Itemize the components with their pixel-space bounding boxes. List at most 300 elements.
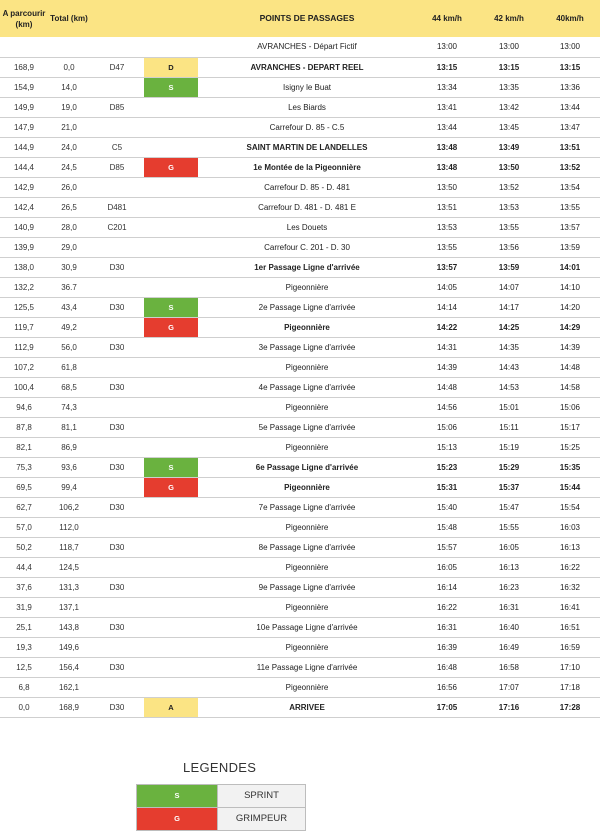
passage-point-cell: 8e Passage Ligne d'arrivée xyxy=(258,542,356,552)
time-42-cell: 13:53 xyxy=(498,202,520,212)
table-row xyxy=(0,157,600,177)
passage-point-cell: Les Douets xyxy=(286,222,328,232)
time-44-cell: 15:13 xyxy=(436,442,458,452)
table-row xyxy=(0,577,600,597)
header-remaining-km: A parcourir (km) xyxy=(2,8,46,29)
type-badge: G xyxy=(144,158,198,177)
remaining-km-cell: 142,4 xyxy=(13,202,35,212)
remaining-km-cell: 69,5 xyxy=(16,482,32,492)
type-badge: G xyxy=(144,318,198,337)
remaining-km-cell: 144,9 xyxy=(13,142,35,152)
passage-point-cell: 7e Passage Ligne d'arrivée xyxy=(258,502,356,512)
type-badge-cell xyxy=(144,617,198,637)
type-badge-cell xyxy=(144,37,198,57)
road-cell: D30 xyxy=(109,542,125,552)
remaining-km-cell: 25,1 xyxy=(16,622,32,632)
time-40-cell: 13:54 xyxy=(559,182,581,192)
time-40-cell: 15:54 xyxy=(559,502,581,512)
time-44-cell: 15:57 xyxy=(436,542,458,552)
time-40-cell: 15:25 xyxy=(559,442,581,452)
road-cell xyxy=(90,397,144,417)
table-row xyxy=(0,197,600,217)
table-row xyxy=(0,297,600,317)
type-badge-cell xyxy=(144,77,198,97)
type-badge-cell xyxy=(144,357,198,377)
type-badge-cell xyxy=(144,197,198,217)
time-42-cell: 16:13 xyxy=(498,562,520,572)
time-42-cell: 14:53 xyxy=(498,382,520,392)
remaining-km-cell: 12,5 xyxy=(16,662,32,672)
table-row xyxy=(0,57,600,77)
time-42-cell: 13:00 xyxy=(498,42,520,52)
table-row xyxy=(0,77,600,97)
passage-point-cell: Pigeonnière xyxy=(285,402,329,412)
road-cell: D30 xyxy=(109,342,125,352)
road-cell xyxy=(90,477,144,497)
remaining-km-cell: 87,8 xyxy=(16,422,32,432)
table-row xyxy=(0,97,600,117)
type-badge-cell xyxy=(144,677,198,697)
time-40-cell: 13:44 xyxy=(559,102,581,112)
table-row xyxy=(0,497,600,517)
total-km-cell: 149,6 xyxy=(58,642,80,652)
type-badge-cell xyxy=(144,497,198,517)
total-km-cell xyxy=(48,37,90,57)
total-km-cell: 74,3 xyxy=(61,402,77,412)
passage-point-cell: 11e Passage Ligne d'arrivée xyxy=(256,662,358,672)
table-header-row xyxy=(0,0,600,37)
total-km-cell: 21,0 xyxy=(61,122,77,132)
time-44-cell: 17:05 xyxy=(436,702,458,712)
type-badge-cell xyxy=(144,137,198,157)
road-cell: D30 xyxy=(109,622,125,632)
total-km-cell: 26,5 xyxy=(61,202,77,212)
road-cell xyxy=(90,677,144,697)
table-row xyxy=(0,597,600,617)
time-40-cell: 14:39 xyxy=(559,342,581,352)
passage-point-cell: Pigeonnière xyxy=(285,362,329,372)
road-cell: D30 xyxy=(109,382,125,392)
type-badge: S xyxy=(144,78,198,97)
time-42-cell: 16:58 xyxy=(498,662,520,672)
time-44-cell: 16:56 xyxy=(436,682,458,692)
passage-point-cell: 6e Passage Ligne d'arrivée xyxy=(255,462,359,472)
type-badge-cell xyxy=(144,57,198,77)
time-42-cell: 16:49 xyxy=(498,642,520,652)
total-km-cell: 30,9 xyxy=(61,262,77,272)
time-42-cell: 13:35 xyxy=(498,82,520,92)
total-km-cell: 124,5 xyxy=(58,562,80,572)
time-42-cell: 14:17 xyxy=(498,302,520,312)
road-cell xyxy=(90,237,144,257)
time-40-cell: 14:10 xyxy=(559,282,581,292)
road-cell xyxy=(90,437,144,457)
remaining-km-cell: 112,9 xyxy=(14,342,34,352)
time-42-cell: 16:31 xyxy=(498,602,520,612)
legend-title: LEGENDES xyxy=(183,760,257,775)
type-badge-cell xyxy=(144,237,198,257)
passage-point-cell: Pigeonnière xyxy=(284,322,330,332)
route-table-body xyxy=(0,37,600,717)
type-badge-cell xyxy=(144,517,198,537)
remaining-km-cell: 19,3 xyxy=(16,642,32,652)
time-42-cell: 16:23 xyxy=(498,582,520,592)
time-40-cell: 15:44 xyxy=(559,482,581,492)
time-42-cell: 14:25 xyxy=(498,322,520,332)
header-road xyxy=(90,0,144,37)
table-row xyxy=(0,517,600,537)
time-42-cell: 15:37 xyxy=(498,482,520,492)
remaining-km-cell: 44,4 xyxy=(16,562,32,572)
total-km-cell: 56,0 xyxy=(61,342,77,352)
remaining-km-cell: 119,7 xyxy=(14,322,34,332)
time-40-cell: 17:10 xyxy=(559,662,581,672)
road-cell xyxy=(90,317,144,337)
time-42-cell: 15:19 xyxy=(498,442,520,452)
total-km-cell: 81,1 xyxy=(61,422,77,432)
type-badge: A xyxy=(144,698,198,717)
road-cell: D47 xyxy=(109,62,125,72)
time-40-cell: 13:51 xyxy=(559,142,581,152)
time-40-cell: 13:36 xyxy=(559,82,581,92)
time-44-cell: 14:48 xyxy=(436,382,458,392)
road-cell xyxy=(90,77,144,97)
total-km-cell: 68,5 xyxy=(61,382,77,392)
type-badge-cell xyxy=(144,437,198,457)
passage-point-cell: Pigeonnière xyxy=(285,682,329,692)
passage-point-cell: Les Biards xyxy=(288,102,326,112)
type-badge-cell xyxy=(144,257,198,277)
type-badge-cell xyxy=(144,557,198,577)
legend-row-climber xyxy=(137,808,305,830)
time-44-cell: 13:48 xyxy=(436,162,458,172)
time-40-cell: 14:20 xyxy=(559,302,581,312)
total-km-cell: 0,0 xyxy=(63,62,75,72)
table-row xyxy=(0,337,600,357)
passage-point-cell: Pigeonnière xyxy=(285,562,329,572)
passage-point-cell: SAINT MARTIN DE LANDELLES xyxy=(246,142,368,152)
remaining-km-cell: 142,9 xyxy=(13,182,35,192)
road-cell: D30 xyxy=(109,502,125,512)
passage-point-cell: Pigeonnière xyxy=(285,522,329,532)
time-44-cell: 16:14 xyxy=(436,582,458,592)
time-40-cell: 13:57 xyxy=(559,222,581,232)
type-badge: G xyxy=(144,478,198,497)
total-km-cell: 156,4 xyxy=(58,662,80,672)
road-cell: D85 xyxy=(109,162,125,172)
time-42-cell: 13:52 xyxy=(498,182,520,192)
time-44-cell: 13:41 xyxy=(436,102,458,112)
total-km-cell: 24,5 xyxy=(61,162,77,172)
total-km-cell: 137,1 xyxy=(58,602,80,612)
passage-point-cell: Pigeonnière xyxy=(285,642,329,652)
table-row xyxy=(0,377,600,397)
passage-point-cell: 10e Passage Ligne d'arrivée xyxy=(256,622,358,632)
road-cell xyxy=(90,177,144,197)
total-km-cell: 49,2 xyxy=(61,322,77,332)
table-row xyxy=(0,357,600,377)
total-km-cell: 26,0 xyxy=(61,182,77,192)
time-42-cell: 16:40 xyxy=(498,622,520,632)
time-44-cell: 13:44 xyxy=(436,122,458,132)
passage-point-cell: Pigeonnière xyxy=(284,482,330,492)
time-44-cell: 13:00 xyxy=(436,42,458,52)
table-row xyxy=(0,177,600,197)
time-42-cell: 17:07 xyxy=(498,682,520,692)
passage-point-cell: Isigny le Buat xyxy=(282,82,332,92)
total-km-cell: 118,7 xyxy=(59,542,79,552)
remaining-km-cell: 149,9 xyxy=(13,102,35,112)
remaining-km-cell: 144,4 xyxy=(13,162,35,172)
passage-point-cell: 5e Passage Ligne d'arrivée xyxy=(258,422,356,432)
time-40-cell: 14:48 xyxy=(559,362,581,372)
time-40-cell: 16:59 xyxy=(559,642,581,652)
type-badge-cell xyxy=(144,417,198,437)
time-42-cell: 15:29 xyxy=(498,462,520,472)
road-cell xyxy=(90,357,144,377)
time-42-cell: 17:16 xyxy=(498,702,520,712)
total-km-cell: 143,8 xyxy=(58,622,80,632)
total-km-cell: 61,8 xyxy=(61,362,77,372)
road-cell: D30 xyxy=(109,462,125,472)
type-badge-cell xyxy=(144,697,198,717)
time-40-cell: 17:28 xyxy=(559,702,581,712)
type-badge-cell xyxy=(144,637,198,657)
passage-point-cell: Pigeonnière xyxy=(285,442,329,452)
time-44-cell: 16:39 xyxy=(436,642,458,652)
table-row xyxy=(0,637,600,657)
header-total-km: Total (km) xyxy=(50,14,88,23)
table-row xyxy=(0,257,600,277)
header-speed-42: 42 km/h xyxy=(494,14,524,23)
table-row xyxy=(0,457,600,477)
type-badge: S xyxy=(144,298,198,317)
time-44-cell: 14:56 xyxy=(436,402,458,412)
time-40-cell: 16:32 xyxy=(559,582,581,592)
legend-sprint-swatch: S xyxy=(137,785,218,807)
road-cell xyxy=(90,597,144,617)
time-44-cell: 13:53 xyxy=(436,222,458,232)
time-40-cell: 16:51 xyxy=(559,622,581,632)
type-badge-cell xyxy=(144,657,198,677)
passage-point-cell: 2e Passage Ligne d'arrivée xyxy=(258,302,356,312)
time-42-cell: 16:05 xyxy=(498,542,520,552)
total-km-cell: 19,0 xyxy=(61,102,77,112)
time-40-cell: 16:41 xyxy=(559,602,581,612)
passage-point-cell: AVRANCHES - Départ Fictif xyxy=(257,42,357,52)
time-40-cell: 13:15 xyxy=(559,62,581,72)
road-cell xyxy=(90,557,144,577)
time-40-cell: 13:00 xyxy=(559,42,581,52)
total-km-cell: 99,4 xyxy=(61,482,77,492)
table-row xyxy=(0,677,600,697)
time-42-cell: 13:56 xyxy=(498,242,520,252)
remaining-km-cell: 94,6 xyxy=(16,402,32,412)
time-44-cell: 15:40 xyxy=(436,502,458,512)
legend-climber-swatch: G xyxy=(137,808,218,830)
passage-point-cell: Carrefour D. 85 - C.5 xyxy=(269,122,345,132)
total-km-cell: 86,9 xyxy=(61,442,77,452)
time-40-cell: 15:17 xyxy=(559,422,581,432)
road-cell xyxy=(90,117,144,137)
header-type xyxy=(144,0,198,37)
time-42-cell: 13:59 xyxy=(498,262,520,272)
type-badge-cell xyxy=(144,597,198,617)
remaining-km-cell: 140,9 xyxy=(13,222,35,232)
total-km-cell: 14,0 xyxy=(61,82,77,92)
road-cell: D30 xyxy=(109,422,125,432)
table-row xyxy=(0,117,600,137)
total-km-cell: 168,9 xyxy=(58,702,80,712)
type-badge-cell xyxy=(144,537,198,557)
passage-point-cell: 1e Montée de la Pigeonnière xyxy=(253,162,361,172)
time-40-cell: 15:35 xyxy=(559,462,581,472)
type-badge: S xyxy=(144,458,198,477)
road-cell: D30 xyxy=(109,582,125,592)
passage-point-cell: 9e Passage Ligne d'arrivée xyxy=(258,582,356,592)
remaining-km-cell: 100,4 xyxy=(13,382,35,392)
type-badge-cell xyxy=(144,317,198,337)
time-44-cell: 13:51 xyxy=(436,202,458,212)
remaining-km-cell: 147,9 xyxy=(13,122,35,132)
time-40-cell: 16:03 xyxy=(559,522,581,532)
type-badge-cell xyxy=(144,457,198,477)
total-km-cell: 131,3 xyxy=(58,582,80,592)
type-badge: D xyxy=(144,58,198,77)
passage-point-cell: Carrefour D. 481 - D. 481 E xyxy=(258,202,356,212)
time-42-cell: 14:07 xyxy=(498,282,520,292)
time-40-cell: 13:47 xyxy=(559,122,581,132)
time-44-cell: 14:22 xyxy=(436,322,458,332)
table-row xyxy=(0,657,600,677)
type-badge-cell xyxy=(144,217,198,237)
passage-point-cell: Pigeonnière xyxy=(285,602,329,612)
total-km-cell: 112,0 xyxy=(59,522,79,532)
table-row xyxy=(0,277,600,297)
time-40-cell: 16:22 xyxy=(559,562,581,572)
time-40-cell: 16:13 xyxy=(559,542,581,552)
total-km-cell: 162,1 xyxy=(58,682,80,692)
remaining-km-cell: 82,1 xyxy=(16,442,32,452)
legend-row-sprint xyxy=(137,785,305,808)
time-44-cell: 13:57 xyxy=(436,262,458,272)
remaining-km-cell: 31,9 xyxy=(16,602,32,612)
time-44-cell: 15:31 xyxy=(436,482,458,492)
road-cell xyxy=(90,637,144,657)
table-row xyxy=(0,697,600,717)
remaining-km-cell: 139,9 xyxy=(13,242,35,252)
type-badge-cell xyxy=(144,157,198,177)
remaining-km-cell: 0,0 xyxy=(18,702,30,712)
time-40-cell: 13:55 xyxy=(559,202,581,212)
road-cell xyxy=(90,517,144,537)
table-row xyxy=(0,477,600,497)
passage-point-cell: Pigeonnière xyxy=(285,282,329,292)
time-42-cell: 13:42 xyxy=(498,102,520,112)
remaining-km-cell xyxy=(0,37,48,57)
legend-climber-label: GRIMPEUR xyxy=(218,808,305,830)
road-cell: D30 xyxy=(109,302,125,312)
type-badge-cell xyxy=(144,477,198,497)
table-row xyxy=(0,537,600,557)
time-42-cell: 15:55 xyxy=(498,522,520,532)
road-cell xyxy=(90,37,144,57)
road-cell: D481 xyxy=(107,202,127,212)
time-44-cell: 15:06 xyxy=(436,422,458,432)
time-42-cell: 14:35 xyxy=(498,342,520,352)
total-km-cell: 93,6 xyxy=(61,462,77,472)
total-km-cell: 36.7 xyxy=(61,282,77,292)
time-40-cell: 13:59 xyxy=(559,242,581,252)
time-44-cell: 13:50 xyxy=(436,182,458,192)
time-40-cell: 14:29 xyxy=(559,322,581,332)
type-badge-cell xyxy=(144,397,198,417)
time-40-cell: 15:06 xyxy=(559,402,581,412)
time-44-cell: 14:14 xyxy=(436,302,458,312)
road-cell: C201 xyxy=(107,222,127,232)
total-km-cell: 28,0 xyxy=(61,222,77,232)
time-44-cell: 13:34 xyxy=(436,82,458,92)
time-44-cell: 15:23 xyxy=(436,462,458,472)
time-44-cell: 14:39 xyxy=(436,362,458,372)
passage-point-cell: Carrefour D. 85 - D. 481 xyxy=(264,182,350,192)
remaining-km-cell: 57,0 xyxy=(16,522,32,532)
time-44-cell: 14:05 xyxy=(436,282,458,292)
remaining-km-cell: 6,8 xyxy=(18,682,30,692)
remaining-km-cell: 50,2 xyxy=(16,542,32,552)
time-42-cell: 13:49 xyxy=(498,142,520,152)
table-row xyxy=(0,417,600,437)
time-44-cell: 16:48 xyxy=(436,662,458,672)
time-42-cell: 14:43 xyxy=(498,362,520,372)
remaining-km-cell: 62,7 xyxy=(16,502,32,512)
total-km-cell: 24,0 xyxy=(61,142,77,152)
road-cell: D85 xyxy=(109,102,125,112)
remaining-km-cell: 125,5 xyxy=(13,302,35,312)
passage-point-cell: 1er Passage Ligne d'arrivée xyxy=(254,262,360,272)
type-badge-cell xyxy=(144,117,198,137)
table-row xyxy=(0,437,600,457)
time-42-cell: 13:15 xyxy=(498,62,520,72)
time-44-cell: 15:48 xyxy=(436,522,458,532)
time-42-cell: 13:45 xyxy=(498,122,520,132)
passage-point-cell: AVRANCHES - DEPART REEL xyxy=(250,62,364,72)
total-km-cell: 106,2 xyxy=(58,502,80,512)
table-row xyxy=(0,317,600,337)
time-40-cell: 14:01 xyxy=(559,262,581,272)
header-speed-40: 40km/h xyxy=(556,14,584,23)
total-km-cell: 29,0 xyxy=(61,242,77,252)
table-row xyxy=(0,137,600,157)
time-42-cell: 15:11 xyxy=(499,422,519,432)
table-row xyxy=(0,237,600,257)
time-44-cell: 14:31 xyxy=(436,342,458,352)
table-row xyxy=(0,617,600,637)
time-44-cell: 13:15 xyxy=(436,62,458,72)
total-km-cell: 43,4 xyxy=(61,302,77,312)
type-badge-cell xyxy=(144,97,198,117)
type-badge-cell xyxy=(144,577,198,597)
remaining-km-cell: 168,9 xyxy=(13,62,35,72)
passage-point-cell: 3e Passage Ligne d'arrivée xyxy=(258,342,356,352)
road-cell: D30 xyxy=(109,262,125,272)
time-40-cell: 14:58 xyxy=(559,382,581,392)
time-42-cell: 13:50 xyxy=(498,162,520,172)
remaining-km-cell: 37,6 xyxy=(16,582,32,592)
time-42-cell: 15:01 xyxy=(498,402,520,412)
legend-sprint-label: SPRINT xyxy=(218,785,305,807)
time-44-cell: 16:31 xyxy=(436,622,458,632)
